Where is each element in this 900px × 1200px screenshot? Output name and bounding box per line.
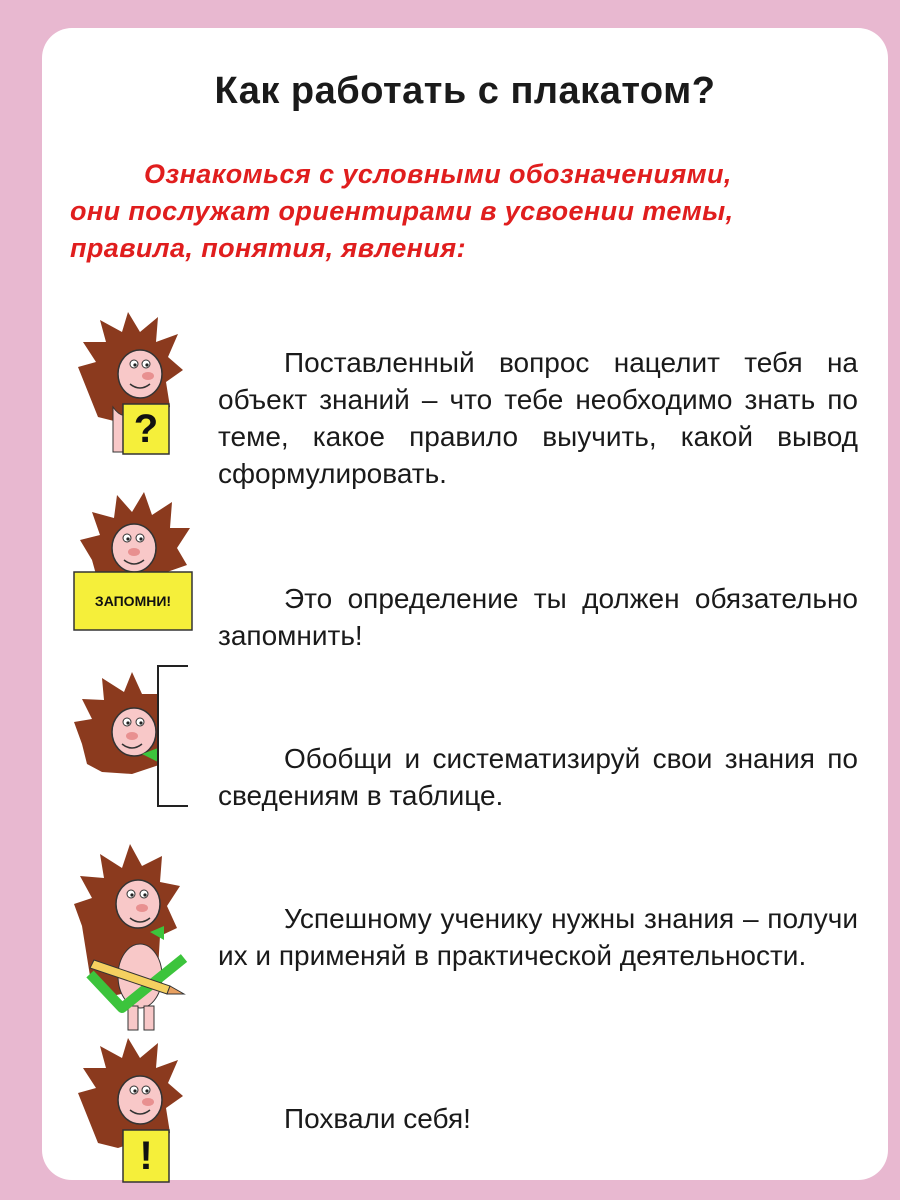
sign-remember-label: ЗАПОМНИ!	[94, 593, 172, 609]
legend-text-pencil: Успешному ученику нужны знания – получи их и применяй в практической деятельности.	[218, 903, 858, 971]
hedgehog-table-icon	[72, 664, 202, 810]
legend-item-remember	[42, 490, 888, 660]
legend-text-question: Поставленный вопрос нацелит тебя на объект знаний – что тебе необходимо знать по теме, какое правило выучить, какой вывод сформулировать.	[218, 347, 858, 489]
legend-item-table	[42, 664, 888, 814]
page-title: Как работать с плакатом?	[214, 70, 716, 112]
hedgehog-pencil-icon	[72, 836, 192, 1036]
legend-item-pencil	[42, 836, 888, 1036]
legend-text-table: Обобщи и систематизируй свои знания по сведениям в таблице.	[218, 743, 858, 811]
intro-text	[70, 156, 860, 267]
legend-text-exclamation: Похвали себя!	[284, 1103, 471, 1134]
legend-item-question	[42, 312, 888, 492]
intro-line-3: правила, понятия, явления:	[70, 233, 466, 263]
legend-text-remember: Это определение ты должен обязательно запомнить!	[218, 583, 858, 651]
sign-exclamation-label: !	[139, 1134, 153, 1178]
legend-item-exclamation	[42, 1038, 888, 1188]
poster-card	[42, 28, 888, 1180]
sign-question-label: ?	[133, 407, 159, 451]
intro-line-2: они послужат ориентирами в усвоении темы,	[70, 196, 734, 226]
intro-line-1: Ознакомься с условными обозначениями,	[144, 159, 732, 189]
